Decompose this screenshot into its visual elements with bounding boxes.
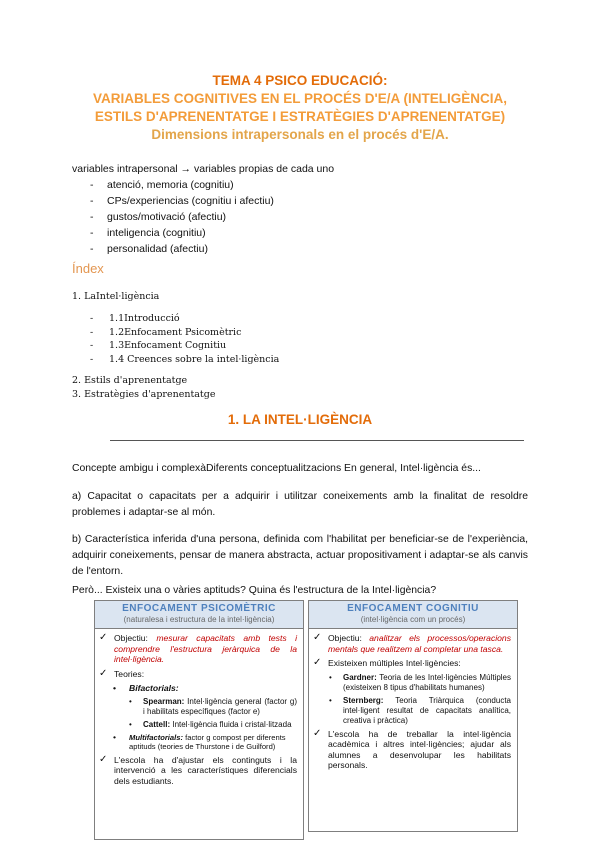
- cognitiu-objective: [313, 633, 511, 654]
- index-subitem: - 1.4 Creences sobre la intel·ligència: [72, 353, 279, 367]
- bullet-icon: •: [113, 683, 117, 693]
- psicometric-title: ENFOCAMENT PSICOMÈTRIC: [122, 603, 276, 614]
- psicometric-header: [95, 601, 303, 629]
- gardner-text: Teoria de les Intel·ligències Múltiples (existeixen 8 tipus d'habilitats humanes): [343, 672, 511, 692]
- bullet-icon: •: [129, 696, 132, 706]
- index-item-3: 3. Estratègies d'aprenentatge: [72, 389, 216, 400]
- theories-label: Teories:: [114, 668, 145, 679]
- title-line-4: Dimensions intrapersonals en el procés d'E/A.: [151, 127, 449, 142]
- index-item-1: 1. LaIntel·ligència: [72, 291, 160, 302]
- spearman-item: [99, 697, 297, 717]
- index-sublist: [72, 312, 279, 366]
- bullet-icon: •: [113, 731, 117, 742]
- psicometric-school: [99, 755, 297, 787]
- objective-text: mesurar capacitats amb tests i comprendre l'estructura jeràrquica de la intel·ligència.: [114, 633, 297, 664]
- intro-item: - inteligencia (cognitiu): [72, 225, 334, 241]
- section-divider: [110, 440, 524, 441]
- multifactorial-name: Multifactorials:: [129, 732, 184, 742]
- gardner-item: [313, 673, 511, 693]
- multifactorial-item: [99, 733, 297, 752]
- cognitiu-school-text: L'escola ha de treballar la intel·ligència acadèmica i altres intel·ligències; ajudar als alumnes a desenvolupar les habilitats personals.: [328, 728, 511, 770]
- sternberg-text: Teoria Triàrquica (conducta intel·ligent resultat de capacitats analítica, creativa i pràctica): [343, 695, 511, 725]
- cognitiu-multiple: [313, 658, 511, 669]
- cattell-item: [99, 720, 297, 730]
- check-icon: ✓: [313, 727, 322, 739]
- cognitiu-header: [309, 601, 517, 629]
- paragraph-3: b) Característica inferida d'una persona, definida com l'habilitat per beneficiar-se de l'experiència, adquirir coneixements, pensar de manera abstracta, actuar propositivament i adaptar-se als canvis de l'entorn.: [72, 534, 528, 577]
- sternberg-name: Sternberg:: [343, 695, 384, 705]
- index-subitem: - 1.3Enfocament Cognitiu: [72, 339, 279, 353]
- multiple-label: Existeixen múltiples Intel·ligències:: [328, 658, 461, 668]
- intro-item: - atenció, memoria (cognitiu): [72, 177, 334, 193]
- title-line-1: TEMA 4 PSICO EDUCACIÓ:: [212, 73, 388, 88]
- bullet-icon: •: [329, 672, 332, 682]
- cognitiu-title: ENFOCAMENT COGNITIU: [347, 603, 479, 614]
- check-icon: ✓: [99, 632, 108, 643]
- index-list: [72, 290, 279, 402]
- cognitiu-school: [313, 729, 511, 771]
- intro-block: [72, 161, 334, 257]
- cattell-name: Cattell:: [143, 719, 171, 729]
- index-subitem: - 1.2Enfocament Psicomètric: [72, 326, 279, 340]
- psicometric-panel: [94, 600, 304, 840]
- check-icon: ✓: [99, 667, 108, 679]
- intro-item: - gustos/motivació (afectiu): [72, 209, 334, 225]
- title-line-3: ESTILS D'APRENENTATGE I ESTRATÈGIES D'APRENENTATGE): [94, 109, 506, 124]
- check-icon: ✓: [99, 753, 108, 765]
- psicometric-subtitle: (naturalesa i estructura de la intel·ligència): [123, 614, 275, 624]
- document-title: [0, 72, 600, 144]
- sternberg-item: [313, 696, 511, 726]
- bifactorial-label: Bifactorials:: [129, 683, 179, 693]
- index-subitem: - 1.1Introducció: [72, 312, 279, 326]
- check-icon: ✓: [313, 657, 322, 668]
- cattell-text: Intel·ligència fluida i cristal·litzada: [172, 719, 292, 729]
- index-item-2: 2. Estils d'aprenentatge: [72, 375, 188, 386]
- section-heading: 1. LA INTEL·LIGÈNCIA: [227, 412, 373, 427]
- intro-list: [72, 177, 334, 257]
- cognitiu-panel: [308, 600, 518, 832]
- intro-lead: variables intrapersonal → variables propias de cada uno: [72, 163, 335, 175]
- psicometric-theories: [99, 669, 297, 680]
- bullet-icon: •: [329, 695, 332, 705]
- check-icon: ✓: [313, 632, 322, 643]
- psicometric-school-text: L'escola ha d'ajustar els continguts i la intervenció a les característiques diferencials dels estudiants.: [114, 754, 297, 786]
- paragraph-1: Concepte ambigu i complexàDiferents conceptualitzacions En general, Intel·ligència és...: [72, 463, 481, 474]
- cognitiu-subtitle: (intel·ligència com un procés): [360, 614, 466, 624]
- objective-text: analitzar els processos/operacions mentals que realitzem al completar una tasca.: [328, 633, 512, 654]
- bifactorial-item: [99, 683, 297, 694]
- psicometric-objective: [99, 633, 297, 665]
- gardner-name: Gardner:: [343, 672, 377, 682]
- objective-label: Objectiu:: [328, 633, 362, 643]
- title-line-2: VARIABLES COGNITIVES EN EL PROCÉS D'E/A (INTELIGÈNCIA,: [92, 91, 507, 106]
- paragraph-4: Però... Existeix una o vàries aptituds? Quina és l'estructura de la Intel·ligència?: [72, 585, 437, 596]
- multifactorial-text: factor g compost per diferents aptituds (teories de Thurstone i de Guilford): [129, 732, 286, 751]
- index-title: Índex: [72, 261, 104, 276]
- paragraph-2: a) Capacitat o capacitats per a adquirir i utilitzar coneixements amb la finalitat de resoldre problemes i adaptar-se al món.: [72, 491, 528, 518]
- spearman-name: Spearman:: [143, 696, 185, 706]
- spearman-text: Intel·ligència general (factor g) i habilitats específiques (factor e): [143, 696, 297, 716]
- bullet-icon: •: [129, 719, 132, 729]
- objective-label: Objectiu:: [114, 633, 148, 643]
- intro-item: - personalidad (afectiu): [72, 241, 334, 257]
- intro-item: - CPs/experiencias (cognitiu i afectiu): [72, 193, 334, 209]
